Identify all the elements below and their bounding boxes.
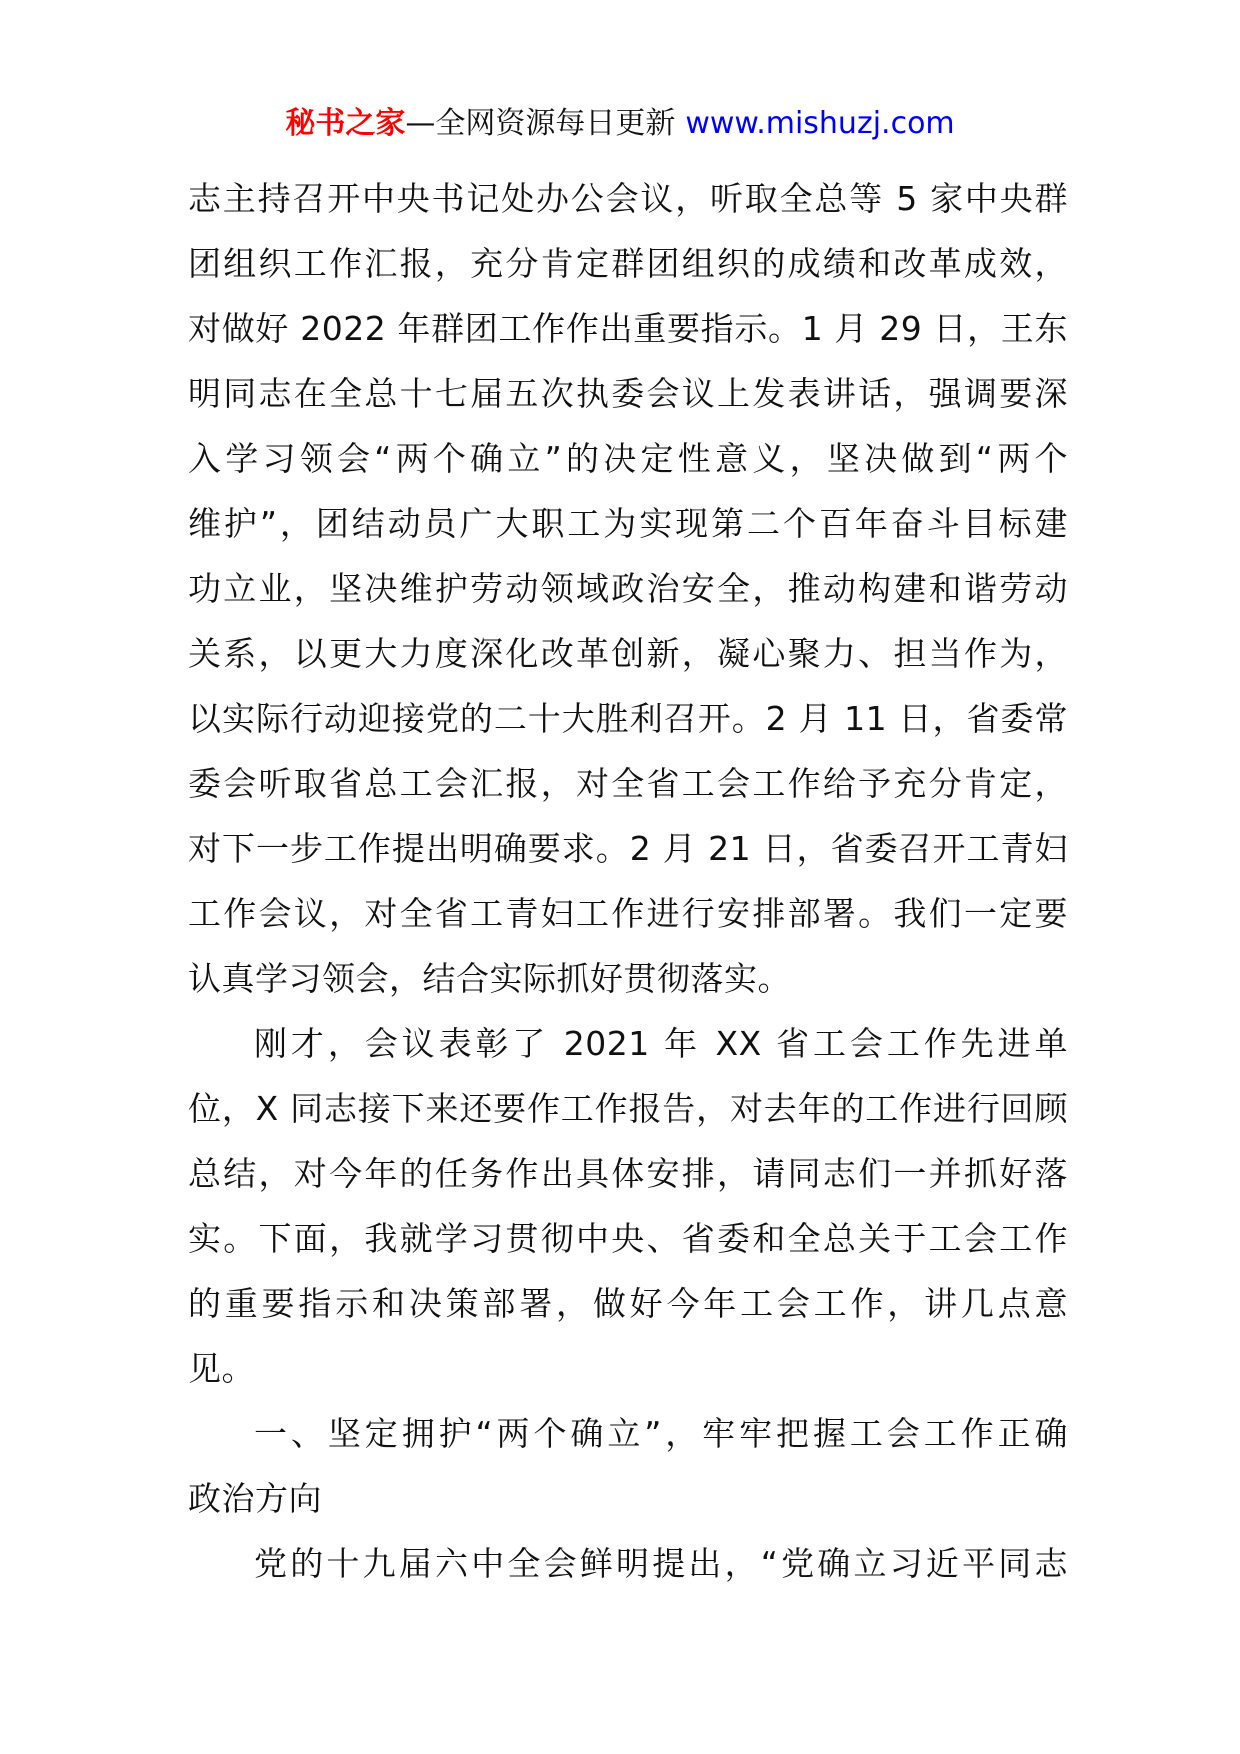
section-heading-line: 政治方向 [188,1479,322,1518]
text-line: 维护”，团结动员广大职工为实现第二个百年奋斗目标建 [188,504,1068,543]
text-line: 认真学习领会，结合实际抓好贯彻落实。 [188,959,791,998]
site-tagline: —全网资源每日更新 [405,106,676,141]
text-line: 明同志在全总十七届五次执委会议上发表讲话，强调要深 [188,374,1068,413]
text-line: 对做好 2022 年群团工作作出重要指示。1 月 29 日，王东 [188,309,1068,348]
site-header [0,104,1240,144]
text-line: 委会听取省总工会汇报，对全省工会工作给予充分肯定， [188,764,1068,803]
document-body [188,166,1068,1596]
text-line: 位，X 同志接下来还要作工作报告，对去年的工作进行回顾 [188,1089,1068,1128]
text-line: 总结，对今年的任务作出具体安排，请同志们一并抓好落 [188,1154,1068,1193]
text-line: 见。 [188,1349,255,1388]
text-line: 对下一步工作提出明确要求。2 月 21 日，省委召开工青妇 [188,829,1068,868]
text-line: 功立业，坚决维护劳动领域政治安全，推动构建和谐劳动 [188,569,1068,608]
site-url-link[interactable]: www.mishuzj.com [685,106,955,141]
text-line: 工作会议，对全省工青妇工作进行安排部署。我们一定要 [188,894,1068,933]
text-line: 的重要指示和决策部署，做好今年工会工作，讲几点意 [188,1284,1068,1323]
text-line: 实。下面，我就学习贯彻中央、省委和全总关于工会工作 [188,1219,1068,1258]
text-line: 入学习领会“两个确立”的决定性意义，坚决做到“两个 [188,439,1068,478]
text-line: 团组织工作汇报，充分肯定群团组织的成绩和改革成效， [188,244,1068,283]
text-line: 刚才，会议表彰了 2021 年 XX 省工会工作先进单 [254,1024,1068,1063]
text-line: 志主持召开中央书记处办公会议，听取全总等 5 家中央群 [188,179,1068,218]
section-heading-line: 一、坚定拥护“两个确立”，牢牢把握工会工作正确 [254,1414,1068,1453]
text-line: 党的十九届六中全会鲜明提出，“党确立习近平同志 [254,1544,1068,1583]
text-line: 关系，以更大力度深化改革创新，凝心聚力、担当作为， [188,634,1068,673]
text-line: 以实际行动迎接党的二十大胜利召开。2 月 11 日，省委常 [188,699,1068,738]
site-brand: 秘书之家 [285,106,406,141]
